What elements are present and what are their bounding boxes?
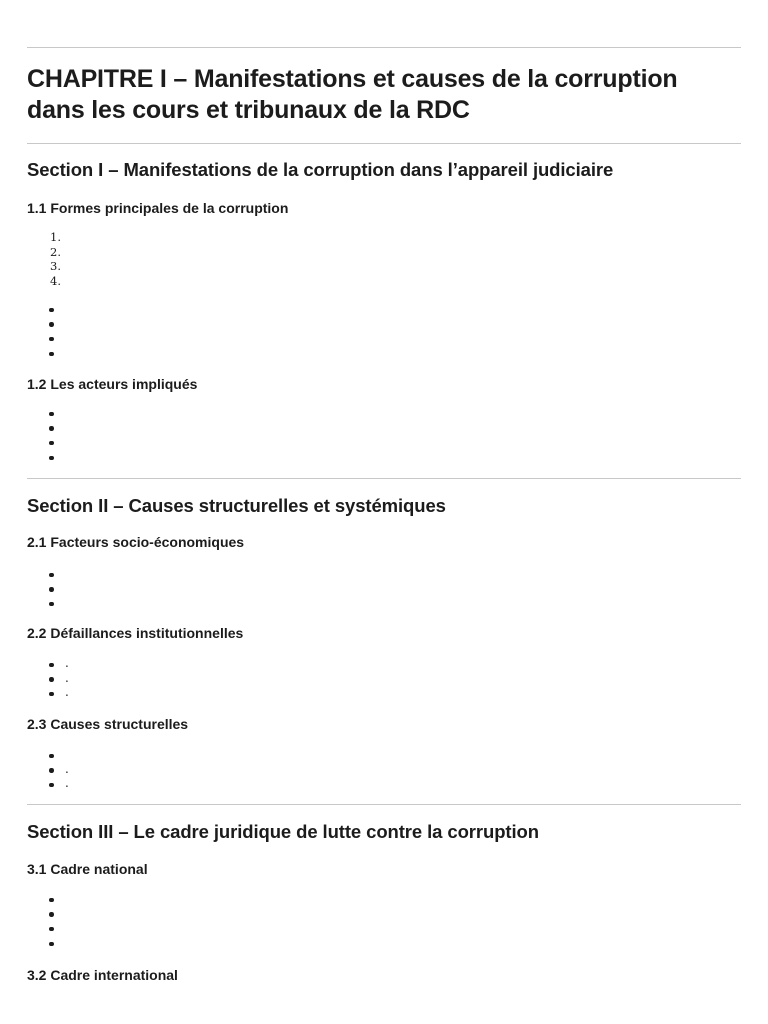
list-number: 2. <box>50 244 61 259</box>
bullet-icon <box>49 912 54 917</box>
list-item-text: . <box>65 685 69 700</box>
bullet-icon <box>49 573 54 578</box>
bullet-icon <box>49 663 54 668</box>
section-divider <box>27 804 741 805</box>
list-item-text: . <box>65 761 69 776</box>
bullet-icon <box>49 412 54 417</box>
list-number: 4. <box>50 274 61 289</box>
subsection-title: 3.2 Cadre international <box>27 967 178 983</box>
subsection-title: 2.2 Défaillances institutionnelles <box>27 625 244 641</box>
bullet-icon <box>49 898 54 903</box>
list-number: 1. <box>50 230 61 244</box>
section-divider <box>27 478 741 479</box>
bullet-icon <box>49 602 54 607</box>
list-item-text: . <box>65 670 69 685</box>
section-title: Section II – Causes structurelles et systémiques <box>27 495 446 516</box>
bullet-icon <box>49 352 54 357</box>
list-item-text: . <box>65 776 69 791</box>
chapter-title: CHAPITRE I – Manifestations et causes de la corruption dans les cours et tribunaux de la RDC <box>27 65 678 124</box>
bullet-icon <box>49 783 54 788</box>
subsection-title: 2.3 Causes structurelles <box>27 716 189 732</box>
subsection-title: 3.1 Cadre national <box>27 861 148 877</box>
list-number: 3. <box>50 259 61 274</box>
bullet-icon <box>49 337 54 342</box>
bullet-icon <box>49 308 54 313</box>
subsection-title: 2.1 Facteurs socio-économiques <box>27 534 245 550</box>
bullet-icon <box>49 441 54 446</box>
section-title: Section III – Le cadre juridique de lutte contre la corruption <box>27 821 539 842</box>
section-divider <box>27 143 741 144</box>
bullet-icon <box>49 587 54 592</box>
bullet-icon <box>49 768 54 773</box>
list-item-text: . <box>65 656 69 670</box>
bullet-icon <box>49 426 54 431</box>
bullet-icon <box>49 322 54 327</box>
bullet-icon <box>49 456 54 461</box>
top-divider <box>27 47 741 48</box>
bullet-icon <box>49 692 54 697</box>
bullet-icon <box>49 927 54 932</box>
subsection-title: 1.2 Les acteurs impliqués <box>27 376 198 392</box>
section-title: Section I – Manifestations de la corruption dans l’appareil judiciaire <box>27 159 614 180</box>
bullet-icon <box>49 942 54 947</box>
bullet-icon <box>49 754 54 759</box>
subsection-title: 1.1 Formes principales de la corruption <box>27 200 289 216</box>
bullet-icon <box>49 677 54 682</box>
